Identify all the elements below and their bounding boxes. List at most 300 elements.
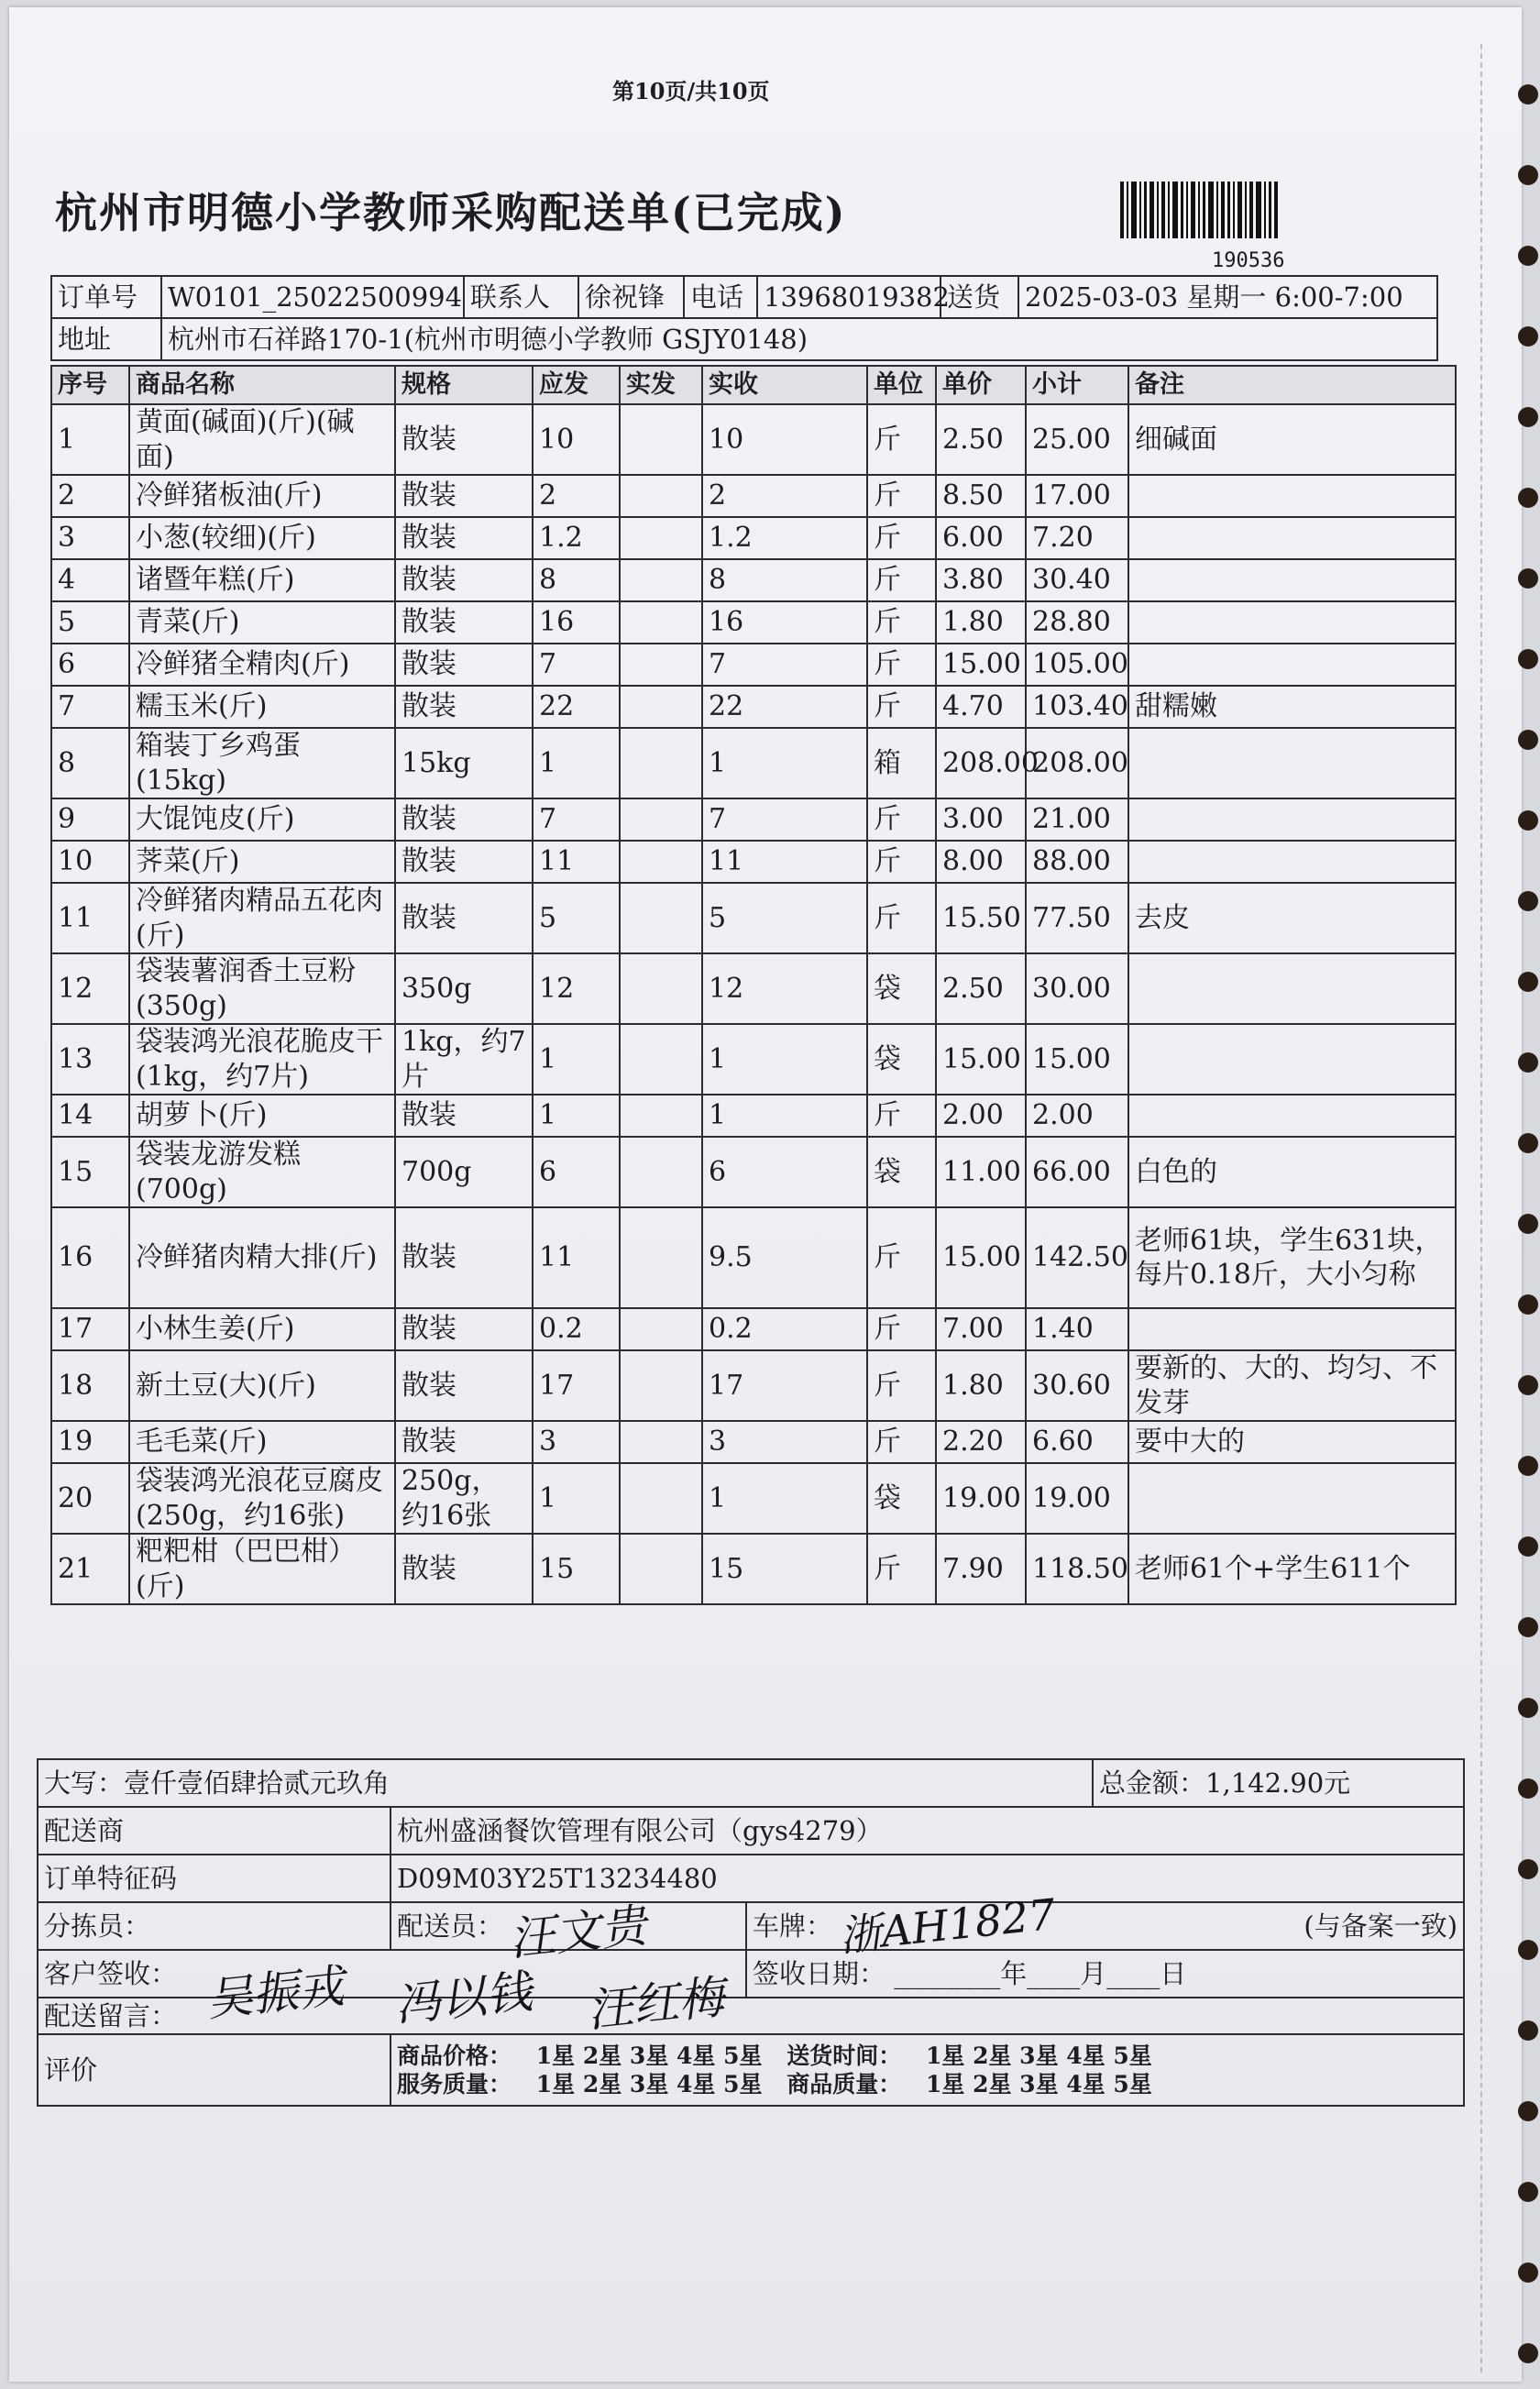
note-cell: 要新的、大的、均匀、不发芽	[1128, 1350, 1456, 1421]
perforation-line	[1480, 44, 1482, 2372]
total-amount: 总金额：1,142.90元	[1093, 1759, 1464, 1807]
address-label: 地址	[51, 318, 161, 360]
row-number-cell: 4	[51, 559, 129, 601]
unit-price-cell: 8.00	[936, 841, 1026, 883]
subtotal-cell: 2.00	[1026, 1095, 1128, 1137]
tractor-hole	[1518, 1940, 1538, 1960]
unit-cell: 斤	[867, 1534, 936, 1604]
product-name-cell: 荠菜(斤)	[129, 841, 395, 883]
unit-cell: 斤	[867, 1095, 936, 1137]
qty-sent-cell	[620, 644, 702, 686]
qty-sent-cell	[620, 953, 702, 1024]
spec-cell: 散装	[395, 1207, 533, 1308]
spec-cell: 散装	[395, 404, 533, 475]
barcode-bar	[1139, 182, 1141, 238]
distributor-name: 杭州盛涵餐饮管理有限公司（gys4279）	[390, 1807, 1464, 1855]
subtotal-cell: 21.00	[1026, 798, 1128, 841]
spec-cell: 散装	[395, 883, 533, 953]
unit-price-cell: 15.00	[936, 1207, 1026, 1308]
message-label: 配送留言：	[38, 1998, 1464, 2034]
unit-cell: 斤	[867, 798, 936, 841]
barcode-bar	[1216, 182, 1218, 238]
qty-received-cell: 1	[702, 1024, 867, 1095]
qty-due-cell: 15	[533, 1534, 620, 1604]
subtotal-cell: 28.80	[1026, 601, 1128, 644]
footer-table	[37, 1758, 1465, 2107]
qty-received-cell: 17	[702, 1350, 867, 1421]
tractor-hole	[1518, 1375, 1538, 1395]
qty-due-cell: 11	[533, 1207, 620, 1308]
qty-due-cell: 5	[533, 883, 620, 953]
product-name-cell: 毛毛菜(斤)	[129, 1421, 395, 1463]
qty-due-cell: 1	[533, 1024, 620, 1095]
barcode-bar	[1269, 182, 1271, 238]
barcode-bar	[1172, 182, 1178, 238]
subtotal-cell: 105.00	[1026, 644, 1128, 686]
table-row	[51, 1421, 1456, 1463]
product-name-cell: 黄面(碱面)(斤)(碱面)	[129, 404, 395, 475]
qty-received-cell: 12	[702, 953, 867, 1024]
qty-sent-cell	[620, 883, 702, 953]
tractor-hole	[1518, 2343, 1538, 2363]
spec-cell: 散装	[395, 1308, 533, 1350]
order-no: W0101_25022500994	[161, 276, 464, 318]
address-value: 杭州市石祥路170-1(杭州市明德小学教师 GSJY0148)	[161, 318, 1437, 360]
subtotal-cell: 118.50	[1026, 1534, 1128, 1604]
tractor-hole	[1518, 568, 1538, 589]
product-name-cell: 糯玉米(斤)	[129, 686, 395, 728]
product-name-cell: 袋装鸿光浪花豆腐皮(250g，约16张)	[129, 1463, 395, 1534]
tractor-hole	[1518, 1133, 1538, 1153]
spec-cell: 15kg	[395, 728, 533, 798]
tractor-hole	[1518, 810, 1538, 831]
tractor-hole	[1518, 246, 1538, 266]
qty-sent-cell	[620, 728, 702, 798]
table-row	[51, 517, 1456, 559]
qty-sent-cell	[620, 1463, 702, 1534]
qty-sent-cell	[620, 1024, 702, 1095]
qty-sent-cell	[620, 1308, 702, 1350]
product-name-cell: 新土豆(大)(斤)	[129, 1350, 395, 1421]
barcode-bar	[1144, 182, 1147, 238]
spec-cell: 散装	[395, 841, 533, 883]
row-number-cell: 8	[51, 728, 129, 798]
tractor-hole	[1518, 891, 1538, 911]
row-number-cell: 21	[51, 1534, 129, 1604]
note-cell	[1128, 475, 1456, 517]
qty-received-cell: 16	[702, 601, 867, 644]
time-rating-label: 送货时间：	[786, 2042, 902, 2069]
order-header-table	[50, 275, 1438, 361]
barcode-bar	[1227, 182, 1230, 238]
unit-price-cell: 15.00	[936, 644, 1026, 686]
qty-received-cell: 0.2	[702, 1308, 867, 1350]
eval-options	[390, 2034, 1464, 2106]
tractor-hole	[1518, 1778, 1538, 1799]
spec-cell: 1kg，约7片	[395, 1024, 533, 1095]
spec-cell: 散装	[395, 644, 533, 686]
subtotal-cell: 19.00	[1026, 1463, 1128, 1534]
barcode-bar	[1131, 182, 1137, 238]
table-row	[51, 1534, 1456, 1604]
qty-received-cell: 5	[702, 883, 867, 953]
qty-received-cell: 7	[702, 798, 867, 841]
barcode-bar	[1186, 182, 1188, 238]
qty-due-cell: 0.2	[533, 1308, 620, 1350]
courier-label: 配送员：	[390, 1902, 746, 1950]
quality-rating-stars[interactable]: 1星 2星 3星 4星 5星	[925, 2071, 1152, 2097]
barcode-bar	[1256, 182, 1261, 238]
row-number-cell: 11	[51, 883, 129, 953]
subtotal-cell: 15.00	[1026, 1024, 1128, 1095]
table-row	[51, 601, 1456, 644]
tractor-hole	[1518, 1052, 1538, 1073]
customer-sign-label: 客户签收：	[38, 1950, 746, 1998]
service-rating-label: 服务质量：	[397, 2071, 512, 2097]
plate-label: 车牌：	[753, 1910, 833, 1942]
barcode-bar	[1127, 182, 1128, 238]
row-number-cell: 17	[51, 1308, 129, 1350]
tractor-hole	[1518, 730, 1538, 750]
barcode-bar	[1198, 182, 1200, 238]
row-number-cell: 13	[51, 1024, 129, 1095]
unit-price-cell: 15.00	[936, 1024, 1026, 1095]
barcode-bar	[1161, 182, 1165, 238]
note-cell	[1128, 841, 1456, 883]
column-header-subtotal: 小计	[1026, 366, 1128, 404]
table-row	[51, 841, 1456, 883]
barcode-bar	[1208, 182, 1214, 238]
unit-price-cell: 208.00	[936, 728, 1026, 798]
column-header-note: 备注	[1128, 366, 1456, 404]
unit-price-cell: 19.00	[936, 1463, 1026, 1534]
subtotal-cell: 142.50	[1026, 1207, 1128, 1308]
qty-due-cell: 3	[533, 1421, 620, 1463]
unit-price-cell: 6.00	[936, 517, 1026, 559]
qty-due-cell: 11	[533, 841, 620, 883]
product-name-cell: 袋装龙游发糕(700g)	[129, 1137, 395, 1207]
tractor-hole	[1518, 2020, 1538, 2041]
row-number-cell: 15	[51, 1137, 129, 1207]
product-name-cell: 冷鲜猪板油(斤)	[129, 475, 395, 517]
quality-rating-label: 商品质量：	[786, 2071, 902, 2097]
spec-cell: 散装	[395, 601, 533, 644]
tractor-hole	[1518, 165, 1538, 185]
table-row	[51, 1308, 1456, 1350]
unit-cell: 斤	[867, 644, 936, 686]
column-header-qty-received: 实收	[702, 366, 867, 404]
qty-sent-cell	[620, 1421, 702, 1463]
note-cell: 细碱面	[1128, 404, 1456, 475]
qty-received-cell: 1.2	[702, 517, 867, 559]
unit-price-cell: 11.00	[936, 1137, 1026, 1207]
product-name-cell: 袋装鸿光浪花脆皮干(1kg，约7片)	[129, 1024, 395, 1095]
tractor-hole	[1518, 972, 1538, 992]
qty-due-cell: 6	[533, 1137, 620, 1207]
qty-due-cell: 7	[533, 798, 620, 841]
note-cell: 要中大的	[1128, 1421, 1456, 1463]
subtotal-cell: 7.20	[1026, 517, 1128, 559]
column-header-row-number: 序号	[51, 366, 129, 404]
row-number-cell: 7	[51, 686, 129, 728]
unit-cell: 斤	[867, 1421, 936, 1463]
column-header-qty-sent: 实发	[620, 366, 702, 404]
customer-signature-1: 吴振戎	[204, 1959, 347, 2027]
row-number-cell: 1	[51, 404, 129, 475]
eval-label: 评价	[38, 2034, 390, 2106]
unit-price-cell: 2.50	[936, 953, 1026, 1024]
sign-date-label: 签收日期：	[753, 1957, 886, 1989]
qty-sent-cell	[620, 559, 702, 601]
qty-due-cell: 1	[533, 1463, 620, 1534]
subtotal-cell: 6.60	[1026, 1421, 1128, 1463]
tractor-hole	[1518, 84, 1538, 105]
qty-sent-cell	[620, 1137, 702, 1207]
table-row	[51, 404, 1456, 475]
qty-due-cell: 1	[533, 728, 620, 798]
unit-price-cell: 3.80	[936, 559, 1026, 601]
barcode-bar	[1168, 182, 1170, 238]
note-cell	[1128, 1024, 1456, 1095]
unit-price-cell: 15.50	[936, 883, 1026, 953]
subtotal-cell: 77.50	[1026, 883, 1128, 953]
unit-cell: 斤	[867, 404, 936, 475]
row-number-cell: 18	[51, 1350, 129, 1421]
unit-cell: 斤	[867, 686, 936, 728]
barcode-bar	[1274, 182, 1278, 238]
unit-cell: 箱	[867, 728, 936, 798]
note-cell: 白色的	[1128, 1137, 1456, 1207]
spec-cell: 散装	[395, 1350, 533, 1421]
barcode-bar	[1150, 182, 1154, 238]
subtotal-cell: 30.00	[1026, 953, 1128, 1024]
spec-cell: 散装	[395, 798, 533, 841]
product-name-cell: 冷鲜猪全精肉(斤)	[129, 644, 395, 686]
delivery-time: 2025-03-03 星期一 6:00-7:00	[1018, 276, 1437, 318]
note-cell	[1128, 798, 1456, 841]
tractor-hole	[1518, 649, 1538, 669]
spec-cell: 散装	[395, 1421, 533, 1463]
qty-received-cell: 22	[702, 686, 867, 728]
subtotal-cell: 30.40	[1026, 559, 1128, 601]
unit-cell: 斤	[867, 1207, 936, 1308]
product-name-cell: 青菜(斤)	[129, 601, 395, 644]
table-row	[51, 798, 1456, 841]
tractor-hole	[1518, 1456, 1538, 1476]
note-cell	[1128, 1463, 1456, 1534]
product-name-cell: 胡萝卜(斤)	[129, 1095, 395, 1137]
row-number-cell: 20	[51, 1463, 129, 1534]
product-name-cell: 大馄饨皮(斤)	[129, 798, 395, 841]
product-name-cell: 冷鲜猪肉精品五花肉(斤)	[129, 883, 395, 953]
qty-sent-cell	[620, 517, 702, 559]
qty-sent-cell	[620, 1095, 702, 1137]
product-name-cell: 诸暨年糕(斤)	[129, 559, 395, 601]
qty-due-cell: 1.2	[533, 517, 620, 559]
qty-sent-cell	[620, 841, 702, 883]
row-number-cell: 9	[51, 798, 129, 841]
barcode-bar	[1264, 182, 1266, 238]
qty-received-cell: 15	[702, 1534, 867, 1604]
unit-cell: 斤	[867, 883, 936, 953]
barcode-bar	[1181, 182, 1183, 238]
table-row	[51, 644, 1456, 686]
unit-cell: 斤	[867, 601, 936, 644]
barcode-bar	[1191, 182, 1195, 238]
table-row	[51, 883, 1456, 953]
note-cell	[1128, 728, 1456, 798]
qty-received-cell: 2	[702, 475, 867, 517]
barcode-bar	[1221, 182, 1225, 238]
qty-received-cell: 10	[702, 404, 867, 475]
tractor-hole	[1518, 1617, 1538, 1637]
qty-received-cell: 3	[702, 1421, 867, 1463]
barcode-bar	[1245, 182, 1247, 238]
customer-signature-3: 汪红梅	[584, 1970, 728, 2038]
delivery-label: 送货	[940, 276, 1018, 318]
note-cell	[1128, 1095, 1456, 1137]
subtotal-cell: 25.00	[1026, 404, 1128, 475]
subtotal-cell: 1.40	[1026, 1308, 1128, 1350]
note-cell	[1128, 517, 1456, 559]
tractor-hole	[1518, 1294, 1538, 1315]
column-header-unit: 单位	[867, 366, 936, 404]
qty-received-cell: 11	[702, 841, 867, 883]
qty-received-cell: 1	[702, 728, 867, 798]
unit-price-cell: 2.20	[936, 1421, 1026, 1463]
product-name-cell: 小林生姜(斤)	[129, 1308, 395, 1350]
spec-cell: 350g	[395, 953, 533, 1024]
qty-sent-cell	[620, 1207, 702, 1308]
plate-handwritten: 浙AH1827	[837, 1888, 1058, 1962]
qty-sent-cell	[620, 1350, 702, 1421]
row-number-cell: 19	[51, 1421, 129, 1463]
tractor-hole	[1518, 2182, 1538, 2202]
qty-received-cell: 1	[702, 1463, 867, 1534]
qty-received-cell: 6	[702, 1137, 867, 1207]
unit-cell: 斤	[867, 1350, 936, 1421]
table-row	[51, 953, 1456, 1024]
spec-cell: 700g	[395, 1137, 533, 1207]
document-title: 杭州市明德小学教师采购配送单(已完成)	[55, 188, 847, 237]
phone-number: 13968019382	[757, 276, 940, 318]
qty-received-cell: 8	[702, 559, 867, 601]
time-rating-stars[interactable]: 1星 2星 3星 4星 5星	[925, 2042, 1152, 2069]
note-cell	[1128, 953, 1456, 1024]
tractor-hole	[1518, 488, 1538, 508]
barcode-number: 190536	[1212, 249, 1285, 272]
column-header-product-name: 商品名称	[129, 366, 395, 404]
phone-label: 电话	[684, 276, 757, 318]
qty-due-cell: 8	[533, 559, 620, 601]
customer-signature-2: 冯以钱	[391, 1965, 535, 2032]
product-name-cell: 小葱(较细)(斤)	[129, 517, 395, 559]
tractor-hole	[1518, 2101, 1538, 2121]
row-number-cell: 2	[51, 475, 129, 517]
barcode-bar	[1120, 182, 1124, 238]
unit-cell: 袋	[867, 953, 936, 1024]
unit-cell: 斤	[867, 559, 936, 601]
qty-received-cell: 7	[702, 644, 867, 686]
unit-price-cell: 7.00	[936, 1308, 1026, 1350]
unit-cell: 袋	[867, 1463, 936, 1534]
feature-code: D09M03Y25T13234480	[390, 1855, 1464, 1902]
items-table	[50, 365, 1457, 1605]
spec-cell: 250g，约16张	[395, 1463, 533, 1534]
table-row	[51, 686, 1456, 728]
tractor-hole	[1518, 326, 1538, 347]
row-number-cell: 5	[51, 601, 129, 644]
qty-sent-cell	[620, 686, 702, 728]
table-row	[51, 559, 1456, 601]
subtotal-cell: 30.60	[1026, 1350, 1128, 1421]
qty-sent-cell	[620, 601, 702, 644]
service-rating-stars[interactable]: 1星 2星 3星 4星 5星	[535, 2071, 763, 2097]
row-number-cell: 16	[51, 1207, 129, 1308]
product-name-cell: 箱装丁乡鸡蛋(15kg)	[129, 728, 395, 798]
tractor-hole	[1518, 1214, 1538, 1234]
qty-received-cell: 1	[702, 1095, 867, 1137]
row-number-cell: 3	[51, 517, 129, 559]
price-rating-stars[interactable]: 1星 2星 3星 4星 5星	[535, 2042, 763, 2069]
feature-code-label: 订单特征码	[38, 1855, 390, 1902]
qty-received-cell: 9.5	[702, 1207, 867, 1308]
barcode-bar	[1249, 182, 1253, 238]
qty-due-cell: 12	[533, 953, 620, 1024]
row-number-cell: 6	[51, 644, 129, 686]
spec-cell: 散装	[395, 1534, 533, 1604]
note-cell: 老师61个+学生611个	[1128, 1534, 1456, 1604]
unit-cell: 袋	[867, 1137, 936, 1207]
column-header-unit-price: 单价	[936, 366, 1026, 404]
tractor-hole	[1518, 407, 1538, 427]
contact-label: 联系人	[464, 276, 578, 318]
product-name-cell: 冷鲜猪肉精大排(斤)	[129, 1207, 395, 1308]
unit-price-cell: 1.80	[936, 601, 1026, 644]
row-number-cell: 12	[51, 953, 129, 1024]
barcode-icon	[1120, 182, 1382, 238]
price-rating-label: 商品价格：	[397, 2042, 512, 2069]
qty-sent-cell	[620, 475, 702, 517]
spec-cell: 散装	[395, 559, 533, 601]
qty-due-cell: 1	[533, 1095, 620, 1137]
qty-sent-cell	[620, 798, 702, 841]
qty-due-cell: 2	[533, 475, 620, 517]
note-cell	[1128, 644, 1456, 686]
unit-price-cell: 4.70	[936, 686, 1026, 728]
note-cell: 甜糯嫩	[1128, 686, 1456, 728]
page-indicator: 第10页/共10页	[612, 78, 770, 105]
unit-cell: 斤	[867, 475, 936, 517]
qty-due-cell: 16	[533, 601, 620, 644]
plate-note: (与备案一致)	[1304, 1910, 1458, 1942]
unit-price-cell: 8.50	[936, 475, 1026, 517]
note-cell: 去皮	[1128, 883, 1456, 953]
unit-price-cell: 1.80	[936, 1350, 1026, 1421]
table-row	[51, 1350, 1456, 1421]
row-number-cell: 10	[51, 841, 129, 883]
unit-cell: 斤	[867, 841, 936, 883]
table-row	[51, 1207, 1456, 1308]
qty-sent-cell	[620, 404, 702, 475]
tractor-hole	[1518, 2262, 1538, 2283]
note-cell: 老师61块，学生631块，每片0.18斤，大小匀称	[1128, 1207, 1456, 1308]
table-row	[51, 1024, 1456, 1095]
sorter-label: 分拣员：	[38, 1902, 390, 1950]
note-cell	[1128, 601, 1456, 644]
distributor-label: 配送商	[38, 1807, 390, 1855]
qty-due-cell: 17	[533, 1350, 620, 1421]
